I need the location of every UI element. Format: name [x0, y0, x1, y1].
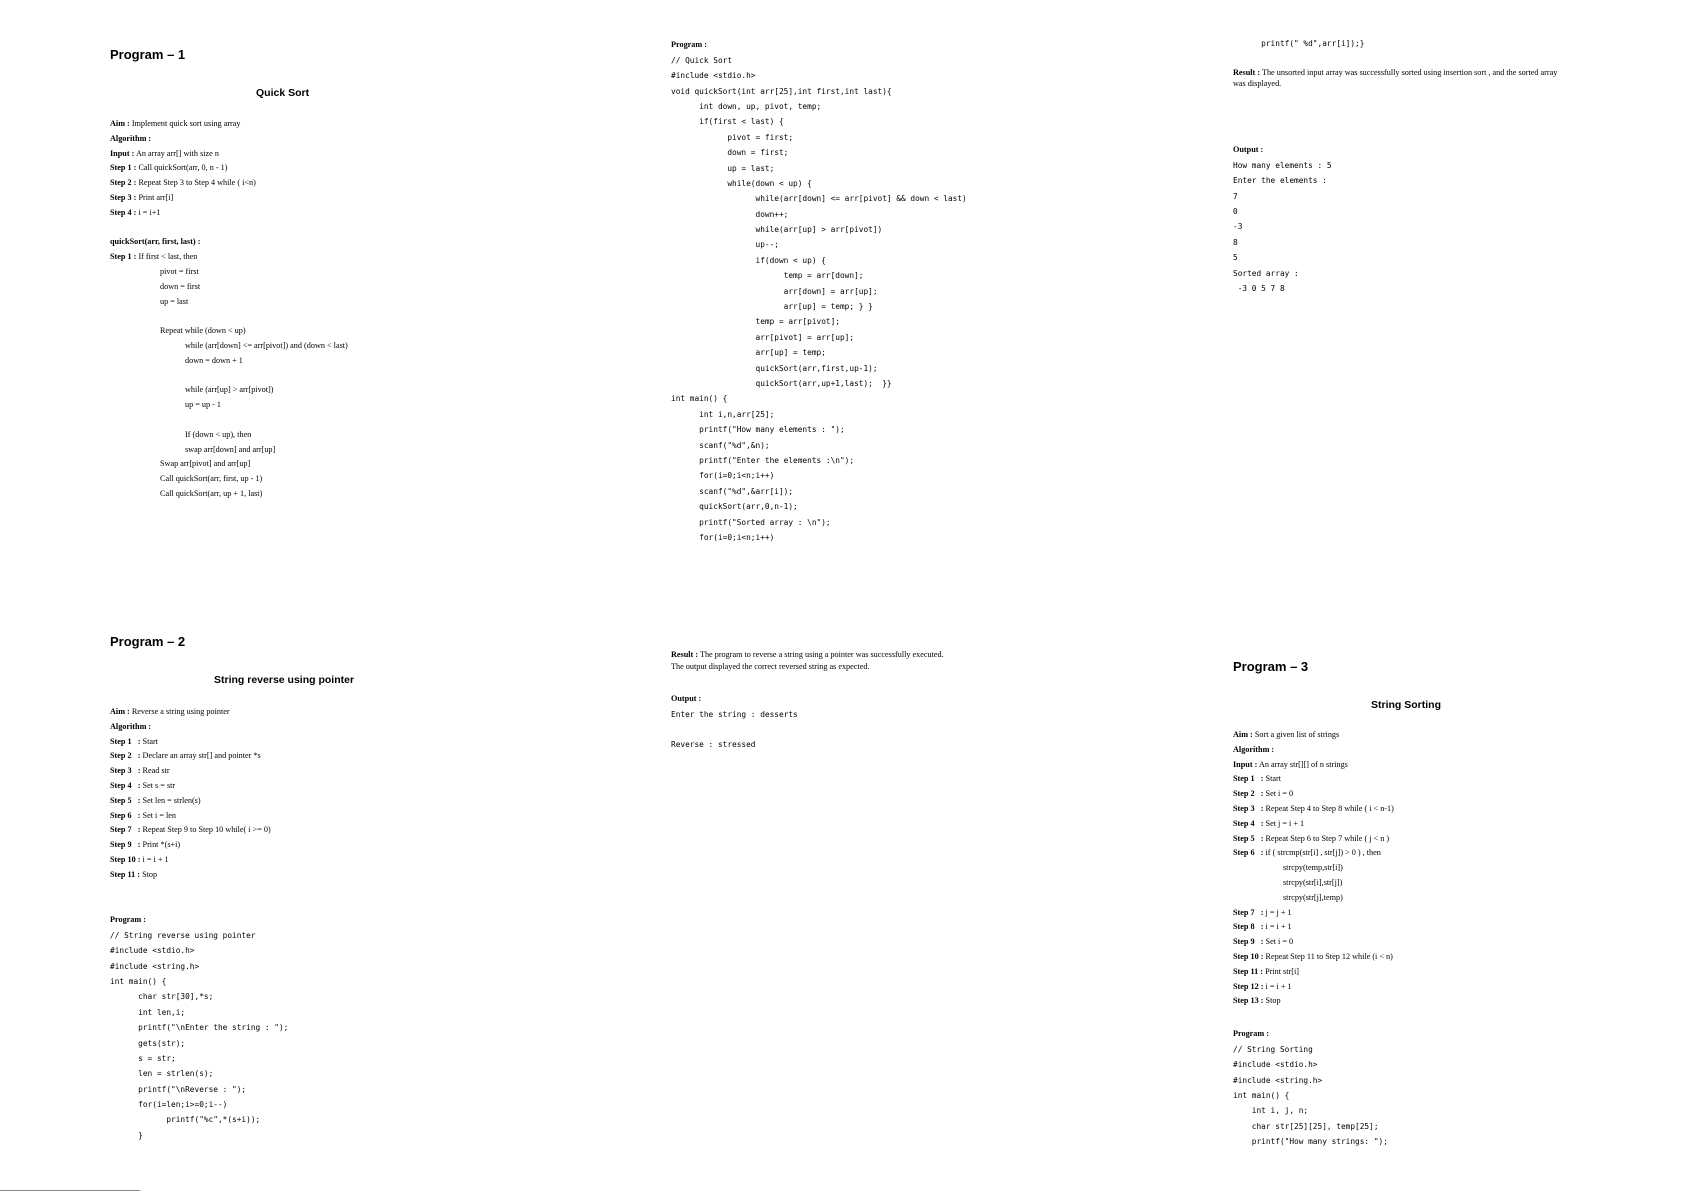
code-line: quickSort(arr,first,up-1); [671, 363, 878, 373]
code-line: for(i=len;i>=0;i--) [110, 1100, 228, 1110]
code-line: printf("Sorted array : \n"); [671, 517, 831, 527]
step-line: Step 11 : Print str[i] [1233, 966, 1299, 976]
result-line: was displayed. [1233, 79, 1282, 88]
step-line: Step 12 : i = i + 1 [1233, 981, 1292, 991]
aim-line: Aim : Implement quick sort using array [110, 119, 241, 128]
code-line: gets(str); [110, 1038, 186, 1048]
code-line: int i, j, n; [1233, 1106, 1309, 1116]
step-line: Step 11 : Stop [110, 869, 158, 879]
step-line: Step 2 : Repeat Step 3 to Step 4 while ( i<n) [110, 178, 256, 188]
output-line: Sorted array : [1233, 268, 1299, 278]
step-line: Step 2 : Declare an array str[] and pointer *s [110, 751, 261, 761]
program-1-result [1233, 67, 1653, 89]
program-1-subtitle: Quick Sort [256, 87, 310, 99]
code-line: down = first; [671, 148, 789, 158]
page-footer-rule [0, 1190, 140, 1191]
code-line: up--; [671, 240, 779, 250]
code-line: // String reverse using pointer [110, 930, 256, 940]
step-line: Step 10 : i = i + 1 [110, 854, 169, 864]
algo-line: Call quickSort(arr, up + 1, last) [160, 488, 263, 498]
output-label: Output : [1233, 145, 1264, 154]
output-line: -3 0 5 7 8 [1233, 283, 1285, 293]
algo-line: Repeat while (down < up) [160, 326, 246, 336]
code-line: temp = arr[down]; [671, 271, 864, 281]
algo-line: swap arr[down] and arr[up] [185, 444, 276, 454]
algorithm-label: Algorithm : [1233, 744, 1275, 754]
algo-line: down = down + 1 [185, 355, 243, 365]
code-line: arr[pivot] = arr[up]; [671, 332, 855, 342]
code-line: int main() { [1233, 1090, 1290, 1100]
code-line: len = strlen(s); [110, 1069, 214, 1079]
step-line: Step 1 : Start [1233, 774, 1281, 784]
code-line: int main() { [671, 394, 728, 404]
code-line: pivot = first; [671, 132, 794, 142]
code-line: printf("\nReverse : "); [110, 1084, 247, 1094]
code-line: char str[25][25], temp[25]; [1233, 1121, 1379, 1131]
input-line: Input : An array arr[] with size n [110, 148, 219, 158]
algorithm-label: Algorithm : [110, 721, 152, 731]
code-line: arr[down] = arr[up]; [671, 286, 878, 296]
algo-line: pivot = first [160, 266, 199, 276]
program-1-output [1233, 143, 1653, 296]
code-line: while(down < up) { [671, 178, 812, 188]
program-2-algorithm [110, 705, 590, 883]
code-line: int i,n,arr[25]; [671, 409, 775, 419]
output-line: Reverse : stressed [671, 739, 756, 749]
code-line: scanf("%d",&arr[i]); [671, 486, 794, 496]
algo-line: strcpy(temp,str[i]) [1283, 863, 1343, 873]
code-line: printf("%c",*(s+i)); [110, 1115, 261, 1125]
algo-line: up = last [160, 296, 189, 306]
step-line: Step 6 : if ( strcmp(str[i] , str[j]) > 0 ) , then [1233, 848, 1381, 858]
output-line: Enter the string : desserts [671, 709, 798, 719]
code-line: #include <string.h> [1233, 1075, 1323, 1085]
result-line: Result : The program to reverse a string using a pointer was successfully executed. [671, 650, 944, 659]
code-line: printf("How many elements : "); [671, 425, 845, 435]
output-line: 8 [1233, 237, 1238, 247]
code-line: s = str; [110, 1053, 176, 1063]
algo-line: while (arr[down] <= arr[pivot]) and (down < last) [185, 340, 348, 350]
code-line: down++; [671, 209, 789, 219]
program-3-title: Program – 3 [1233, 659, 1309, 674]
step-line: Step 10 : Repeat Step 11 to Step 12 while (i < n) [1233, 951, 1393, 961]
step-line: Step 4 : Set j = i + 1 [1233, 818, 1305, 828]
input-line: Input : An array str[][] of n strings [1233, 759, 1348, 769]
step-line: Step 8 : i = i + 1 [1233, 922, 1292, 932]
code-line: for(i=0;i<n;i++) [671, 532, 775, 542]
code-line: temp = arr[pivot]; [671, 317, 840, 327]
step-line: Step 1 : Start [110, 736, 158, 746]
result-line: Result : The unsorted input array was successfully sorted using insertion sort , and the sorted array [1233, 68, 1558, 77]
output-label: Output : [671, 694, 702, 703]
quicksort-heading: quickSort(arr, first, last) : [110, 237, 201, 247]
code-line: printf("How many strings: "); [1233, 1137, 1388, 1147]
code-line: #include <stdio.h> [110, 946, 195, 956]
code-line: int main() { [110, 976, 167, 986]
code-line: #include <stdio.h> [1233, 1060, 1318, 1070]
program-1-title: Program – 1 [110, 47, 186, 62]
program-1-code [671, 38, 1151, 545]
step-line: Step 1 : If first < last, then [110, 252, 198, 262]
code-line: while(arr[down] <= arr[pivot] && down < last) [671, 194, 967, 204]
code-line: quickSort(arr,0,n-1); [671, 502, 798, 512]
algo-line: up = up - 1 [185, 400, 222, 410]
code-line: for(i=0;i<n;i++) [671, 471, 775, 481]
code-line: arr[up] = temp; [671, 348, 826, 358]
program-3-subtitle: String Sorting [1371, 699, 1441, 711]
output-line: 5 [1233, 253, 1238, 263]
algo-line: while (arr[up] > arr[pivot]) [185, 385, 274, 395]
aim-line: Aim : Reverse a string using pointer [110, 707, 230, 716]
program-2-title: Program – 2 [110, 634, 186, 649]
step-line: Step 3 : Print arr[i] [110, 192, 174, 202]
code-line: printf("\nEnter the string : "); [110, 1023, 289, 1033]
output-line: 0 [1233, 206, 1238, 216]
code-line: int len,i; [110, 1007, 186, 1017]
algo-line: Call quickSort(arr, first, up - 1) [160, 474, 263, 484]
step-line: Step 5 : Repeat Step 6 to Step 7 while ( j < n ) [1233, 833, 1390, 843]
code-line: scanf("%d",&n); [671, 440, 770, 450]
step-line: Step 6 : Set i = len [110, 810, 177, 820]
step-line: Step 3 : Read str [110, 766, 170, 776]
algo-line: If (down < up), then [185, 429, 252, 439]
code-line: printf(" %d",arr[i]);} [1233, 39, 1365, 48]
program-label: Program : [110, 915, 146, 924]
output-line: How many elements : 5 [1233, 160, 1332, 170]
code-line: up = last; [671, 163, 775, 173]
step-line: Step 9 : Print *(s+i) [110, 840, 181, 850]
step-line: Step 9 : Set i = 0 [1233, 937, 1294, 947]
code-line: #include <string.h> [110, 961, 200, 971]
code-line: arr[up] = temp; } } [671, 302, 873, 312]
step-line: Step 5 : Set len = strlen(s) [110, 795, 201, 805]
code-line: int down, up, pivot, temp; [671, 101, 822, 111]
code-line: #include <stdio.h> [671, 71, 756, 81]
code-line: while(arr[up] > arr[pivot]) [671, 225, 883, 235]
algo-line: strcpy(str[i],str[j]) [1283, 877, 1343, 887]
program-2-result [671, 649, 1151, 672]
algo-line: strcpy(str[j],temp) [1283, 892, 1343, 902]
code-line: } [110, 1130, 143, 1140]
program-3-algorithm [1233, 728, 1653, 1009]
code-line: printf("Enter the elements :\n"); [671, 455, 855, 465]
code-line: if(first < last) { [671, 117, 784, 127]
step-line: Step 4 : i = i+1 [110, 207, 161, 217]
code-line: quickSort(arr,up+1,last); }} [671, 379, 892, 388]
output-line: 7 [1233, 191, 1238, 201]
aim-line: Aim : Sort a given list of strings [1233, 730, 1340, 739]
program-2-subtitle: String reverse using pointer [214, 674, 355, 686]
result-line: The output displayed the correct reversed string as expected. [671, 661, 870, 671]
step-line: Step 4 : Set s = str [110, 780, 176, 790]
step-line: Step 1 : Call quickSort(arr, 0, n - 1) [110, 163, 228, 173]
algo-line: down = first [160, 281, 201, 291]
algorithm-label: Algorithm : [110, 133, 152, 143]
code-line: // Quick Sort [671, 55, 733, 65]
code-line: if(down < up) { [671, 255, 826, 265]
program-1-code-tail [1233, 36, 1653, 51]
step-line: Step 7 : j = j + 1 [1233, 907, 1292, 917]
program-2-output [671, 692, 1151, 752]
step-line: Step 13 : Stop [1233, 996, 1281, 1006]
step-line: Step 2 : Set i = 0 [1233, 789, 1294, 799]
code-line: // String Sorting [1233, 1044, 1313, 1054]
program-2-code [110, 913, 590, 1143]
step-line: Step 3 : Repeat Step 4 to Step 8 while ( i < n-1) [1233, 803, 1394, 813]
step-line: Step 7 : Repeat Step 9 to Step 10 while( i >= 0) [110, 825, 271, 835]
code-line: void quickSort(int arr[25],int first,int last){ [671, 86, 892, 96]
program-label: Program : [1233, 1029, 1269, 1038]
program-label: Program : [671, 40, 707, 49]
output-line: Enter the elements : [1233, 176, 1327, 186]
code-line: char str[30],*s; [110, 992, 214, 1002]
output-line: -3 [1233, 222, 1243, 232]
program-3-code [1233, 1027, 1653, 1150]
algo-line: Swap arr[pivot] and arr[up] [160, 459, 251, 469]
program-1-algorithm [110, 117, 590, 502]
